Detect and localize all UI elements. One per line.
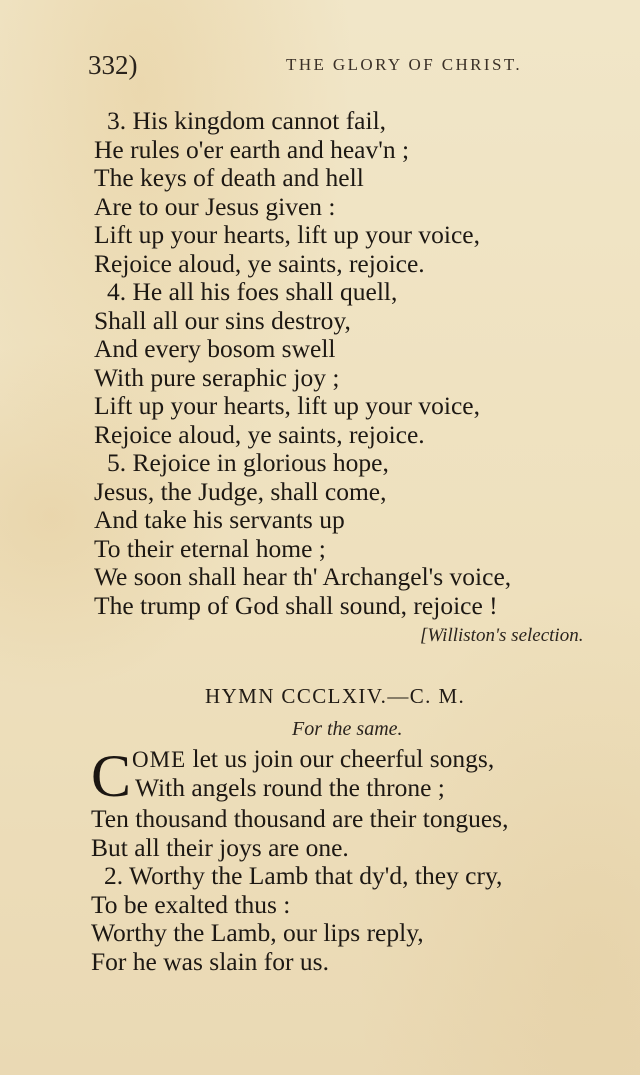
hymn-subtitle: For the same. — [292, 718, 403, 740]
verse-line: Rejoice aloud, ye saints, rejoice. — [94, 248, 425, 278]
verse-line: The keys of death and hell — [94, 163, 364, 192]
verse-line: 3. His kingdom cannot fail, — [107, 106, 387, 135]
page-header — [88, 48, 522, 82]
verse-line: And every bosom swell — [94, 334, 336, 363]
first-word-smallcaps: OME — [132, 747, 187, 772]
verse-line: With angels round the throne ; — [135, 772, 445, 802]
verse-line: And take his servants up — [94, 505, 345, 534]
verse-line: Are to our Jesus given : — [94, 191, 336, 221]
verse-line: Worthy the Lamb, our lips reply, — [91, 918, 424, 947]
verse-line-rest: let us join our cheerful songs, — [186, 744, 495, 773]
verse-line: Rejoice aloud, ye saints, rejoice. — [94, 419, 425, 449]
verse-line: Lift up your hearts, lift up your voice, — [94, 220, 480, 249]
verse-line: He rules o'er earth and heav'n ; — [94, 134, 410, 164]
drop-cap: C — [91, 743, 132, 809]
verse-line: We soon shall hear th' Archangel's voice, — [94, 562, 512, 591]
verse-line: But all their joys are one. — [91, 832, 349, 862]
verse-line: Lift up your hearts, lift up your voice, — [94, 391, 480, 420]
hymn-2-body — [91, 745, 631, 976]
attribution: [Williston's selection. — [420, 625, 584, 646]
verse-line: Jesus, the Judge, shall come, — [94, 476, 387, 506]
verse-line: For he was slain for us. — [91, 946, 329, 976]
verse-line: 2. Worthy the Lamb that dy'd, they cry, — [104, 861, 503, 890]
page-number: 332) — [88, 49, 138, 80]
verse-line: To be exalted thus : — [91, 889, 291, 919]
running-title: THE GLORY OF CHRIST. — [286, 55, 522, 74]
hymn-verses — [94, 107, 614, 620]
verse-line: The trump of God shall sound, rejoice ! — [94, 590, 498, 620]
verse-line: 5. Rejoice in glorious hope, — [107, 448, 389, 477]
verse-line: Shall all our sins destroy, — [94, 305, 351, 335]
verse-line: 4. He all his foes shall quell, — [107, 277, 398, 306]
verse-line — [91, 745, 631, 774]
verse-line: Ten thousand thousand are their tongues, — [91, 804, 509, 833]
hymn-title: HYMN CCCLXIV.—C. M. — [205, 684, 466, 708]
verse-line: With pure seraphic joy ; — [94, 362, 340, 392]
verse-line: To their eternal home ; — [94, 533, 326, 563]
